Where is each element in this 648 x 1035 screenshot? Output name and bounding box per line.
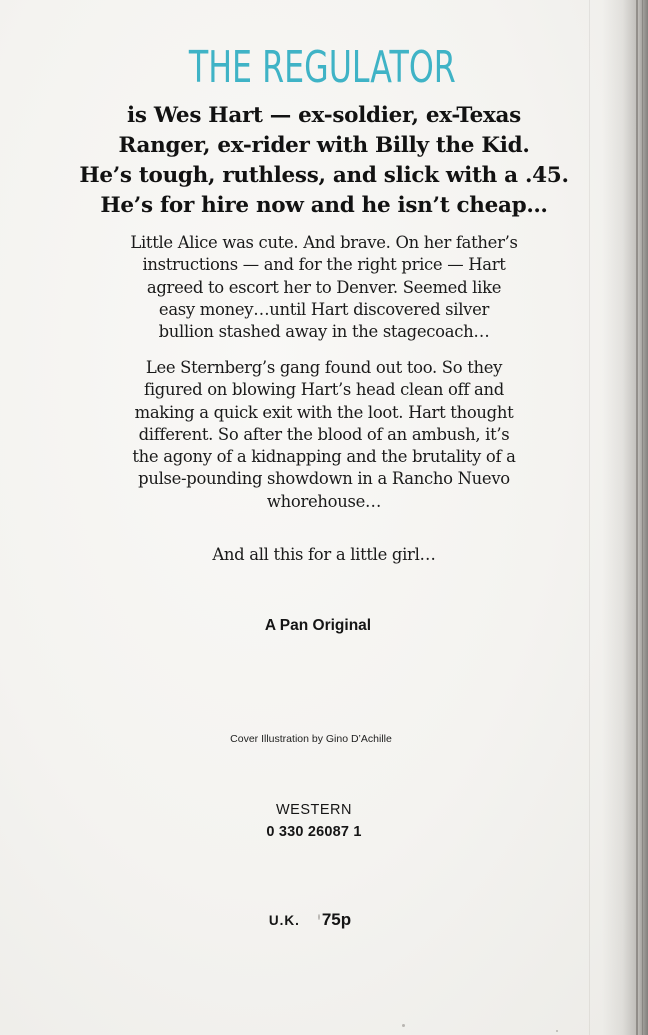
- blurb-paragraph-2: [52, 357, 596, 513]
- lead-line: Ranger, ex-rider with Billy the Kid.: [118, 133, 530, 158]
- paper-speck: [402, 1024, 405, 1027]
- spine-edge: [636, 0, 638, 1035]
- cover-illustration-credit: Cover Illustration by Gino D’Achille: [230, 733, 392, 745]
- blurb-line: pulse-pounding showdown in a Rancho Nuevo: [138, 469, 510, 489]
- spine-edge-outer: [642, 0, 643, 1035]
- blurb-line: Lee Sternberg’s gang found out too. So they: [145, 358, 503, 377]
- blurb-line: different. So after the blood of an ambush, it’s: [138, 424, 510, 444]
- blurb-line: making a quick exit with the loot. Hart thought: [134, 402, 514, 422]
- lead-line: He’s for hire now and he isn’t cheap…: [100, 193, 548, 218]
- lead-line: He’s tough, ruthless, and slick with a .45.: [79, 163, 569, 188]
- book-title: THE REGULATOR: [188, 42, 456, 93]
- blurb-line: instructions — and for the right price — Hart: [142, 255, 506, 275]
- paper-speck: [556, 1030, 558, 1032]
- blurb-line: Little Alice was cute. And brave. On her father’s: [130, 233, 518, 252]
- paper-speck: [318, 914, 320, 920]
- price-row: [0, 910, 620, 930]
- lead-line: is Wes Hart — ex-soldier, ex-Texas: [126, 103, 521, 128]
- blurb-line: agreed to escort her to Denver. Seemed like: [146, 277, 502, 297]
- price-amount: 75p: [321, 910, 352, 929]
- blurb-line: easy money…until Hart discovered silver: [158, 299, 490, 319]
- blurb-line: the agony of a kidnapping and the brutality of a: [132, 447, 516, 467]
- isbn-number: 0 330 26087 1: [266, 824, 362, 840]
- blurb-line: whorehouse…: [266, 491, 382, 511]
- blurb-paragraph-1: [52, 232, 596, 343]
- genre-label: WESTERN: [276, 802, 352, 818]
- lead-blurb: [44, 101, 604, 221]
- blurb-paragraph-3: And all this for a little girl…: [212, 545, 436, 564]
- blurb-line: bullion stashed away in the stagecoach…: [158, 322, 490, 342]
- publisher-imprint: A Pan Original: [264, 617, 372, 634]
- price-region: U.K.: [268, 913, 300, 928]
- blurb-line: figured on blowing Hart’s head clean off and: [144, 380, 504, 400]
